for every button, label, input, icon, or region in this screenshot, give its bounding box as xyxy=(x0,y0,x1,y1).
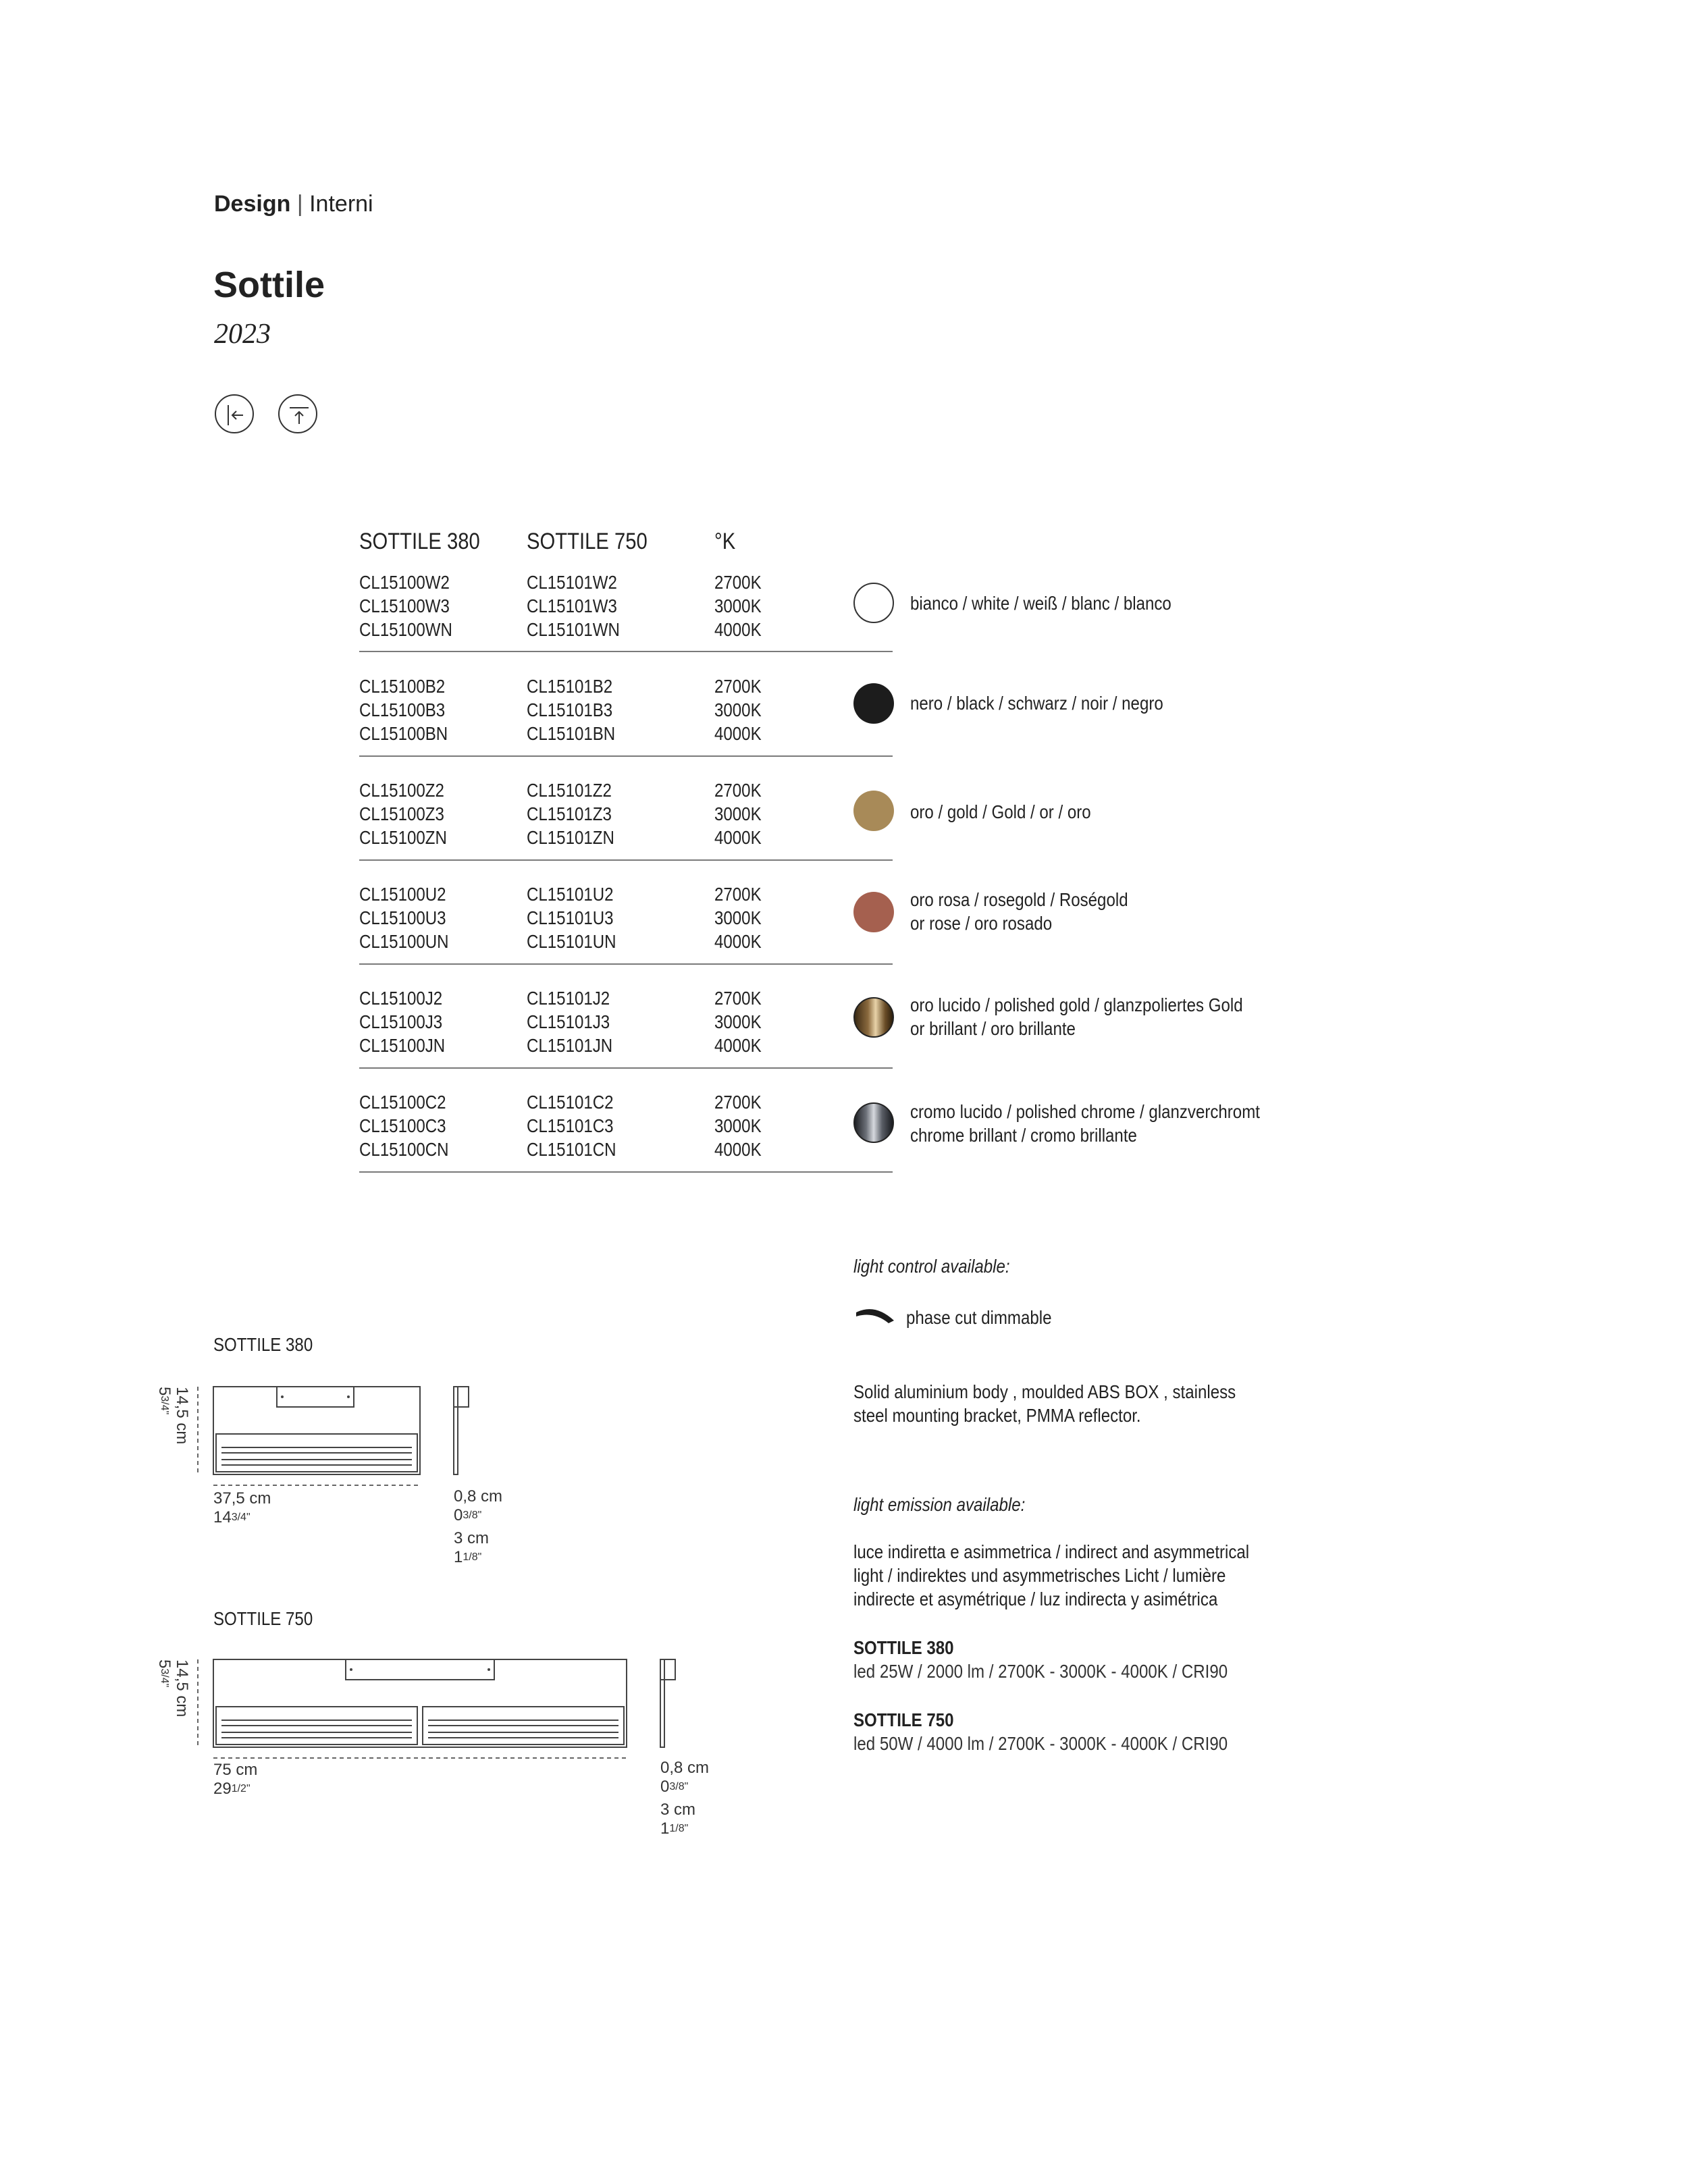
codes-380-chrome xyxy=(359,1090,449,1161)
kelvin-cell: 3000K xyxy=(714,1011,762,1032)
codes-750-rosegold xyxy=(527,882,616,953)
codes-750-chrome xyxy=(527,1090,616,1161)
code-cell: CL15101Z2 xyxy=(527,780,612,801)
code-cell: CL15100W2 xyxy=(359,572,450,593)
color-label-line: chrome brillant / cromo brillante xyxy=(910,1125,1137,1146)
top-button[interactable] xyxy=(278,394,317,433)
dim-cm: 37,5 cm xyxy=(213,1489,271,1508)
code-cell: CL15101UN xyxy=(527,931,616,952)
code-cell: CL15100Z3 xyxy=(359,803,444,824)
dimmable-label: phase cut dimmable xyxy=(906,1307,1052,1328)
code-cell: CL15101WN xyxy=(527,619,620,640)
emission-line: luce indiretta e asimmetrica / indirect and asymmetrical xyxy=(853,1541,1250,1562)
code-cell: CL15100J3 xyxy=(359,1011,443,1032)
color-label-line: nero / black / schwarz / noir / negro xyxy=(910,693,1163,714)
color-label-line: cromo lucido / polished chrome / glanzverchromt xyxy=(910,1101,1260,1122)
color-label-line: oro lucido / polished gold / glanzpoliertes Gold xyxy=(910,994,1243,1015)
dim-fraction: 1/2" xyxy=(231,1783,251,1794)
color-label-line: oro rosa / rosegold / Roségold xyxy=(910,889,1128,910)
header-sottile-750: SOTTILE 750 xyxy=(527,529,648,554)
dim-cm: 3 cm xyxy=(660,1801,696,1819)
drawing-380-height-cm: 14,5 cm xyxy=(173,1387,191,1445)
drawing-380-title: SOTTILE 380 xyxy=(213,1334,313,1355)
kelvin-cell: 3000K xyxy=(714,595,762,616)
drawing-750-title: SOTTILE 750 xyxy=(213,1608,313,1629)
kelvin-white xyxy=(714,570,762,641)
header-sottile-380: SOTTILE 380 xyxy=(359,529,480,554)
swatch-black xyxy=(853,683,894,724)
codes-750-white xyxy=(527,570,620,641)
dim-fraction: 3/4" xyxy=(231,1512,251,1523)
brand-design: Design xyxy=(214,191,291,217)
code-cell: CL15101U3 xyxy=(527,907,614,928)
light-control-title: light control available: xyxy=(853,1256,1010,1277)
code-cell: CL15100UN xyxy=(359,931,449,952)
row-divider xyxy=(359,651,893,652)
emission-line: light / indirektes und asymmetrisches Licht / lumière xyxy=(853,1565,1226,1586)
dim-cm: 75 cm xyxy=(213,1761,258,1779)
dim-fraction: 3/8" xyxy=(463,1510,482,1521)
color-label-line: or brillant / oro brillante xyxy=(910,1018,1076,1039)
code-cell: CL15101C2 xyxy=(527,1092,614,1113)
spec-750-text: led 50W / 4000 lm / 2700K - 3000K - 4000K / CRI90 xyxy=(853,1733,1228,1754)
dim-cm: 0,8 cm xyxy=(454,1487,503,1506)
kelvin-cell: 2700K xyxy=(714,572,762,593)
color-label-gold xyxy=(910,800,1091,824)
product-year: 2023 xyxy=(214,319,271,350)
dim-fraction: 3/8" xyxy=(669,1781,689,1792)
code-cell: CL15101W2 xyxy=(527,572,617,593)
materials-line: Solid aluminium body , moulded ABS BOX , stainless xyxy=(853,1381,1236,1402)
kelvin-cell: 4000K xyxy=(714,723,762,744)
spec-750-title: SOTTILE 750 xyxy=(853,1709,954,1730)
swatch-gold xyxy=(853,791,894,831)
kelvin-cell: 3000K xyxy=(714,1115,762,1136)
code-cell: CL15100C2 xyxy=(359,1092,446,1113)
codes-380-polished-gold xyxy=(359,986,445,1057)
codes-380-gold xyxy=(359,778,447,849)
drawing-380-height-in xyxy=(155,1387,173,1414)
code-cell: CL15100B3 xyxy=(359,699,446,720)
drawing-750-depth xyxy=(660,1759,709,1838)
arrow-up-icon xyxy=(280,396,319,435)
row-divider xyxy=(359,755,893,757)
dim-value: 1 xyxy=(454,1548,463,1566)
code-cell: CL15101C3 xyxy=(527,1115,614,1136)
kelvin-cell: 3000K xyxy=(714,803,762,824)
phase-cut-dimmer-icon xyxy=(853,1302,898,1325)
brand-interni: Interni xyxy=(309,191,373,217)
page-title: Sottile xyxy=(213,265,325,305)
code-cell: CL15100Z2 xyxy=(359,780,444,801)
kelvin-cell: 4000K xyxy=(714,1035,762,1056)
kelvin-cell: 2700K xyxy=(714,1092,762,1113)
dim-value: 0 xyxy=(660,1778,670,1796)
kelvin-black xyxy=(714,674,762,745)
code-cell: CL15100CN xyxy=(359,1139,449,1160)
swatch-chrome xyxy=(853,1102,894,1143)
row-divider xyxy=(359,1067,893,1069)
drawing-380-front xyxy=(189,1377,513,1492)
dim-fraction: 3/4" xyxy=(159,1668,170,1688)
code-cell: CL15100WN xyxy=(359,619,452,640)
dim-value: 5 xyxy=(155,1387,174,1396)
code-cell: CL15100BN xyxy=(359,723,448,744)
brand-line xyxy=(214,190,373,217)
swatch-white xyxy=(853,583,894,623)
drawing-380-depth xyxy=(454,1487,502,1567)
kelvin-cell: 2700K xyxy=(714,780,762,801)
kelvin-gold xyxy=(714,778,762,849)
dim-value: 1 xyxy=(660,1819,670,1838)
code-cell: CL15100U2 xyxy=(359,884,446,905)
codes-380-white xyxy=(359,570,452,641)
kelvin-cell: 3000K xyxy=(714,907,762,928)
code-cell: CL15101ZN xyxy=(527,827,614,848)
color-label-line: or rose / oro rosado xyxy=(910,913,1053,934)
code-cell: CL15100JN xyxy=(359,1035,446,1056)
swatch-rosegold xyxy=(853,892,894,932)
kelvin-cell: 4000K xyxy=(714,619,762,640)
code-cell: CL15101Z3 xyxy=(527,803,612,824)
arrow-left-icon xyxy=(216,396,255,435)
dim-value: 0 xyxy=(454,1506,463,1524)
header-kelvin: °K xyxy=(714,529,736,554)
brand-separator: | xyxy=(296,191,303,217)
drawing-750-height-cm: 14,5 cm xyxy=(173,1659,191,1717)
code-cell: CL15101B2 xyxy=(527,676,613,697)
color-label-polished-gold xyxy=(910,993,1243,1040)
code-cell: CL15100ZN xyxy=(359,827,447,848)
dim-cm: 3 cm xyxy=(454,1529,490,1547)
dim-value: 29 xyxy=(213,1780,232,1798)
kelvin-cell: 2700K xyxy=(714,884,762,905)
kelvin-chrome xyxy=(714,1090,762,1161)
code-cell: CL15101W3 xyxy=(527,595,617,616)
code-cell: CL15101JN xyxy=(527,1035,613,1056)
code-cell: CL15100B2 xyxy=(359,676,446,697)
kelvin-cell: 3000K xyxy=(714,699,762,720)
color-label-white xyxy=(910,591,1171,615)
kelvin-cell: 4000K xyxy=(714,931,762,952)
back-button[interactable] xyxy=(215,394,254,433)
kelvin-polished-gold xyxy=(714,986,762,1057)
dim-fraction: 3/4" xyxy=(159,1395,170,1415)
emission-text xyxy=(853,1540,1249,1611)
color-label-black xyxy=(910,691,1163,715)
materials-line: steel mounting bracket, PMMA reflector. xyxy=(853,1405,1141,1426)
spec-380-text: led 25W / 2000 lm / 2700K - 3000K - 4000K / CRI90 xyxy=(853,1661,1228,1682)
dim-value: 14 xyxy=(213,1508,232,1526)
dim-cm: 0,8 cm xyxy=(660,1759,710,1777)
row-divider xyxy=(359,859,893,861)
color-label-line: bianco / white / weiß / blanc / blanco xyxy=(910,593,1171,614)
emission-title: light emission available: xyxy=(853,1494,1026,1515)
dim-fraction: 1/8" xyxy=(463,1551,482,1563)
codes-750-black xyxy=(527,674,615,745)
dim-value: 5 xyxy=(155,1659,174,1669)
codes-750-polished-gold xyxy=(527,986,612,1057)
code-cell: CL15100W3 xyxy=(359,595,450,616)
kelvin-cell: 2700K xyxy=(714,676,762,697)
codes-380-black xyxy=(359,674,448,745)
color-label-line: oro / gold / Gold / or / oro xyxy=(910,801,1091,822)
row-divider xyxy=(359,963,893,965)
drawing-750-front xyxy=(189,1650,716,1765)
color-label-rosegold xyxy=(910,888,1128,935)
code-cell: CL15100U3 xyxy=(359,907,446,928)
row-divider xyxy=(359,1171,893,1173)
codes-380-rosegold xyxy=(359,882,449,953)
code-cell: CL15101CN xyxy=(527,1139,616,1160)
kelvin-rosegold xyxy=(714,882,762,953)
code-cell: CL15101J3 xyxy=(527,1011,610,1032)
drawing-380-width xyxy=(213,1489,271,1527)
code-cell: CL15101B3 xyxy=(527,699,613,720)
drawing-750-width xyxy=(213,1761,257,1799)
code-cell: CL15101J2 xyxy=(527,988,610,1009)
codes-750-gold xyxy=(527,778,614,849)
spec-380-title: SOTTILE 380 xyxy=(853,1637,954,1658)
kelvin-cell: 2700K xyxy=(714,988,762,1009)
code-cell: CL15101U2 xyxy=(527,884,614,905)
emission-line: indirecte et asymétrique / luz indirecta y asimétrica xyxy=(853,1589,1218,1609)
color-label-chrome xyxy=(910,1100,1260,1147)
code-cell: CL15100C3 xyxy=(359,1115,446,1136)
kelvin-cell: 4000K xyxy=(714,827,762,848)
drawing-750-height-in xyxy=(155,1659,173,1687)
code-cell: CL15101BN xyxy=(527,723,616,744)
materials-text xyxy=(853,1380,1236,1427)
dim-fraction: 1/8" xyxy=(669,1823,689,1834)
kelvin-cell: 4000K xyxy=(714,1139,762,1160)
swatch-polished-gold xyxy=(853,997,894,1038)
code-cell: CL15100J2 xyxy=(359,988,443,1009)
